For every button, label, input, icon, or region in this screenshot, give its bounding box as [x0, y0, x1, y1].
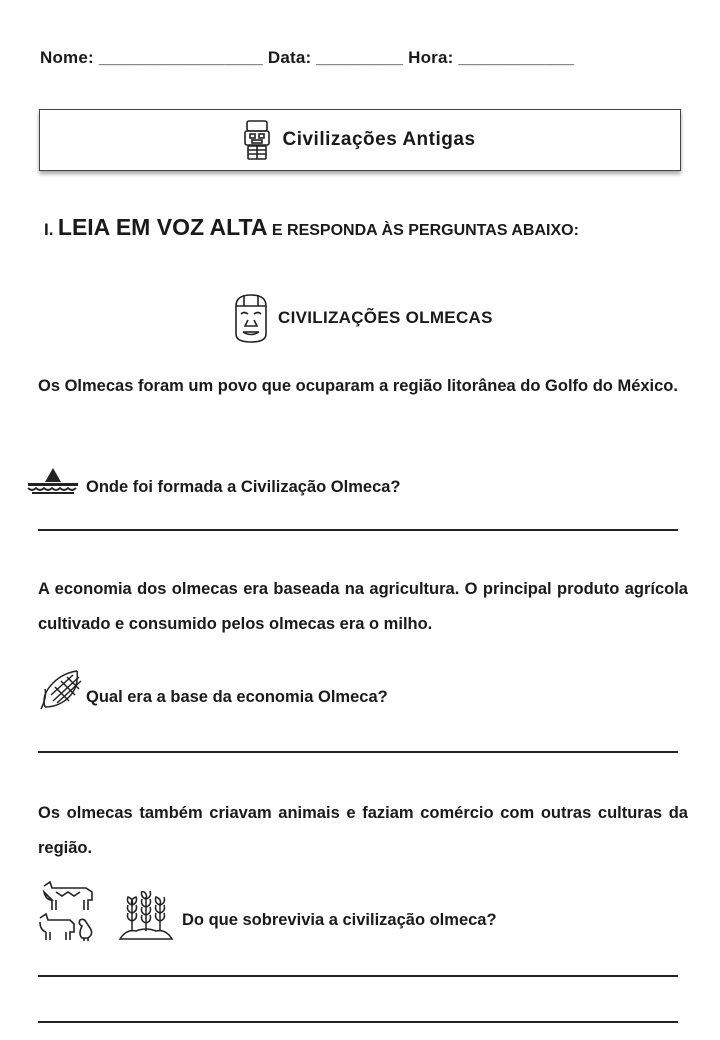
instruction-number: I. [44, 220, 54, 239]
instruction-emphasis: LEIA EM VOZ ALTA [57, 214, 268, 240]
paragraph-3: Os olmecas também criavam animais e faziam comércio com outras culturas da região. [38, 804, 688, 857]
olmec-head-icon [230, 292, 272, 344]
page-title: Civilizações Antigas [282, 129, 476, 150]
answer-line-3[interactable] [38, 975, 678, 977]
instruction-rest: E RESPONDA ÀS PERGUNTAS ABAIXO: [271, 222, 579, 239]
wheat-icon [118, 891, 174, 941]
paragraph-1: Os Olmecas foram um povo que ocuparam a região litorânea do Golfo do México. [38, 377, 678, 395]
question-2: Qual era a base da economia Olmeca? [86, 688, 388, 706]
paragraph-2: A economia dos olmecas era baseada na agricultura. O principal produto agrícola cultivado e consumido pelos olmecas era o milho. [38, 580, 688, 633]
answer-line-4[interactable] [38, 1021, 678, 1023]
totem-icon [244, 119, 270, 161]
answer-line-1[interactable] [38, 529, 678, 531]
section-title: CIVILIZAÇÕES OLMECAS [278, 308, 493, 327]
question-1: Onde foi formada a Civilização Olmeca? [86, 478, 401, 496]
answer-line-2[interactable] [38, 751, 678, 753]
question-3: Do que sobrevivia a civilização olmeca? [182, 911, 497, 929]
section-heading [230, 292, 493, 344]
farm-animals-icon [36, 878, 100, 942]
header-fields: Nome: _________________ Data: _________ Hora: ____________ [40, 48, 575, 67]
instruction [44, 214, 579, 241]
sombrero-icon [26, 466, 80, 498]
corn-icon [39, 667, 85, 711]
title-box [39, 109, 681, 171]
